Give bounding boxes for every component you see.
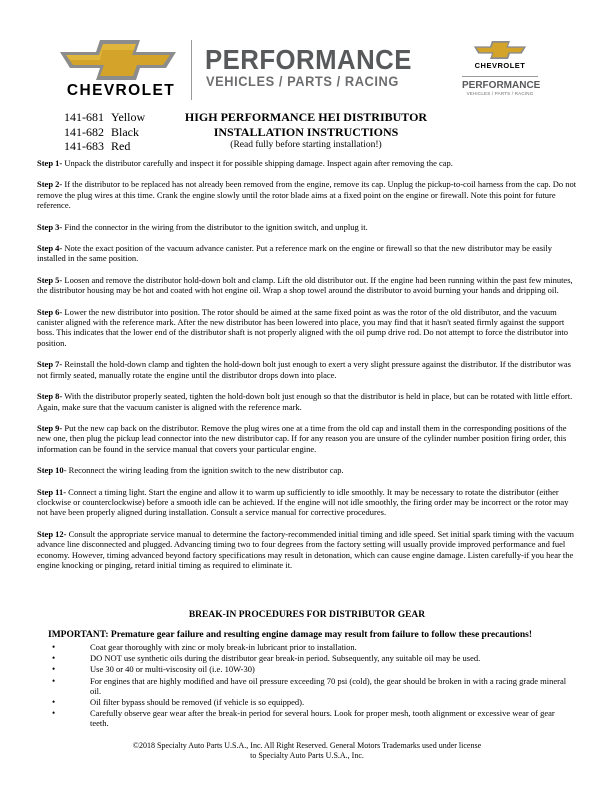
step-label: Step 12- — [37, 528, 67, 539]
bullet-icon: • — [52, 697, 56, 708]
small-logo-divider — [462, 76, 538, 77]
part-number: 141-682 — [64, 124, 104, 139]
bullet-text: Use 30 or 40 or multi-viscosity oil (i.e. 10W-30) — [90, 664, 255, 675]
step-7 — [37, 359, 577, 380]
part-color: Black — [111, 124, 139, 139]
step-text: Lower the new distributor into position. The rotor should be aimed at the same fixed point as was the rotor of the old distributor, and the vacuum canister aligned with the reference mark. After the new distributor has been lowered into place, you may find that it hasn't seated firmly against the support boss. This indicates that the lower end of the distributor shaft is not properly aligned with the oil pump drive rod. Do not attempt to force the distributor into position. — [37, 306, 568, 348]
part-row — [64, 139, 145, 154]
footer-line-2: to Specialty Auto Parts U.S.A., Inc. — [250, 751, 364, 760]
chevrolet-wordmark-small: CHEVROLET — [474, 61, 526, 70]
bullet-text: Coat gear thoroughly with zinc or moly break-in lubricant prior to installation. — [90, 642, 357, 652]
step-text: Connect a timing light. Start the engine and allow it to warm up sufficiently to idle smoothly. It may be necessary to rotate the distributor (either clockwise or counterclockwise) before a smooth idle can be achieved. If the engine will not idle smoothly, the firing order may be incorrect or the rotor may not have been properly aligned during installation. Consult a service manual for corrective procedures. — [37, 486, 569, 518]
step-text: - Reconnect the wiring leading from the ignition switch to the new distributor cap. — [63, 465, 344, 476]
title-line-1: HIGH PERFORMANCE HEI DISTRIBUTOR — [184, 110, 428, 124]
step-text: Unpack the distributor carefully and inspect it for possible shipping damage. Inspect again after removing the cap. — [62, 158, 453, 168]
footer-line-1: ©2018 Specialty Auto Parts U.S.A., Inc. All Right Reserved. General Motors Trademarks used under license — [132, 741, 482, 750]
chevrolet-bowtie-logo-large — [56, 38, 180, 82]
bullet-icon: • — [52, 708, 56, 719]
read-fully-note: (Read fully before starting installation!) — [230, 140, 382, 150]
step-label: Step 10 — [37, 465, 64, 476]
step-5 — [37, 275, 577, 296]
step-label: Step 1- — [37, 158, 63, 168]
step-label: Step 7- — [37, 359, 63, 370]
step-text: Reinstall the hold-down clamp and tighten the hold-down bolt just enough to exert a very slight pressure against the distributor. If the distributor was not firmly seated, manually rotate the engine until the distributor drops down into place. — [37, 359, 571, 380]
step-label: Step 4- — [37, 243, 63, 254]
step-text: Consult the appropriate service manual to determine the factory-recommended initial timing and idle speed. Set initial spark timing with the vacuum advance line disconnected and plugged. Advancing timing two to four degrees from the factory setting will usually provide improved performance and fuel economy. However, timing advanced beyond factory specifications may result in detonation, which can cause engine damage. Listen carefully-if you hear the engine knocking or pinging, retard initial timing as required to eliminate it. — [37, 528, 575, 570]
part-color: Red — [111, 139, 131, 153]
step-8 — [37, 391, 577, 412]
performance-small-title: PERFORMANCE — [462, 80, 541, 91]
bullet-icon: • — [52, 675, 56, 686]
step-2 — [37, 179, 577, 210]
part-number: 141-683 — [64, 139, 104, 153]
step-label: Step 6- — [37, 306, 63, 317]
bullet-text: Oil filter bypass should be removed (if vehicle is so equipped). — [90, 697, 305, 708]
chevrolet-wordmark-large: CHEVROLET — [66, 82, 176, 99]
installation-steps — [37, 158, 577, 581]
bullet-text: DO NOT use synthetic oils during the distributor gear break-in period. Subsequently, any suitable oil may be used. — [90, 653, 481, 664]
important-warning: IMPORTANT: Premature gear failure and resulting engine damage may result from failure to follow these precautions! — [48, 630, 533, 640]
breakin-heading: BREAK-IN PROCEDURES FOR DISTRIBUTOR GEAR — [188, 610, 426, 620]
step-6 — [37, 307, 577, 349]
list-item — [52, 642, 574, 652]
part-row — [64, 110, 145, 125]
chevrolet-bowtie-logo-small — [472, 40, 528, 60]
step-label: Step 11- — [37, 486, 67, 497]
copyright-footer — [37, 741, 577, 761]
bullet-icon: • — [52, 653, 56, 664]
title-line-2: INSTALLATION INSTRUCTIONS — [213, 124, 399, 139]
part-row — [64, 125, 145, 140]
step-label: Step 2- — [37, 179, 63, 190]
step-text: Put the new cap back on the distributor. Remove the plug wires one at a time from the old cap and install them in the corresponding positions of the new one, then plug the pickup lead connector into the new distributor cap. If for any reason you are unsure of the cylinder number position firing order, this information can be found in the service manual that covers your particular engine. — [37, 422, 567, 454]
list-item — [52, 664, 574, 674]
step-text: Note the exact position of the vacuum advance canister. Put a reference mark on the engine or firewall so that the new distributor may be easily installed in the same position. — [37, 243, 553, 264]
step-11 — [37, 487, 577, 518]
bullet-text: Carefully observe gear wear after the break-in period for several hours. Look for proper mesh, tooth alignment or excessive wear of gear teeth. — [90, 708, 555, 729]
document-title — [150, 110, 462, 139]
bullet-icon: • — [52, 642, 56, 652]
bullet-text: For engines that are highly modified and have oil pressure exceeding 70 psi (cold), the gear should be broken in with a racing grade mineral oil. — [90, 675, 567, 696]
performance-subtitle: VEHICLES / PARTS / RACING — [206, 74, 399, 89]
bullet-icon: • — [52, 664, 56, 675]
list-item — [52, 676, 574, 696]
step-label: Step 3- — [37, 221, 63, 232]
step-1 — [37, 158, 577, 168]
step-10 — [37, 465, 577, 475]
list-item — [52, 697, 574, 707]
step-label: Step 5- — [37, 274, 63, 285]
step-12 — [37, 529, 577, 571]
part-number-list — [64, 110, 145, 154]
header-divider — [191, 40, 192, 100]
performance-title: PERFORMANCE — [205, 44, 412, 75]
step-4 — [37, 243, 577, 264]
breakin-bullet-list — [52, 642, 574, 730]
step-9 — [37, 423, 577, 454]
step-text: If the distributor to be replaced has not already been removed from the engine, remove its cap. Unplug the pickup-to-coil harness from the cap. Do not remove the plug wires at this time. Crank the engine slowly until the rotor blade aims at a fixed point on the engine or firewall. Note this point for future reference. — [37, 179, 577, 211]
step-text: With the distributor properly seated, tighten the hold-down bolt just enough so that the distributor is held in place, but can be rotated with little effort. Again, make sure that the vacuum canister is aligned with the reference mark. — [37, 391, 573, 412]
step-text: Loosen and remove the distributor hold-down bolt and clamp. Lift the old distributor out. If the engine had been running within the past few minutes, the distributor housing may be hot and coated with hot engine oil. Wrap a shop towel around the distributor to avoid burning your hands and dripping oil. — [37, 274, 573, 296]
step-label: Step 9- — [37, 422, 63, 433]
performance-small-subtitle: VEHICLES / PARTS / RACING — [466, 91, 534, 96]
step-text: Find the connector in the wiring from the distributor to the ignition switch, and unplug it. — [62, 221, 368, 232]
step-label: Step 8- — [37, 391, 63, 402]
list-item — [52, 653, 574, 663]
part-number: 141-681 — [64, 110, 104, 124]
step-3 — [37, 222, 577, 232]
list-item — [52, 708, 574, 728]
part-color: Yellow — [111, 110, 146, 124]
